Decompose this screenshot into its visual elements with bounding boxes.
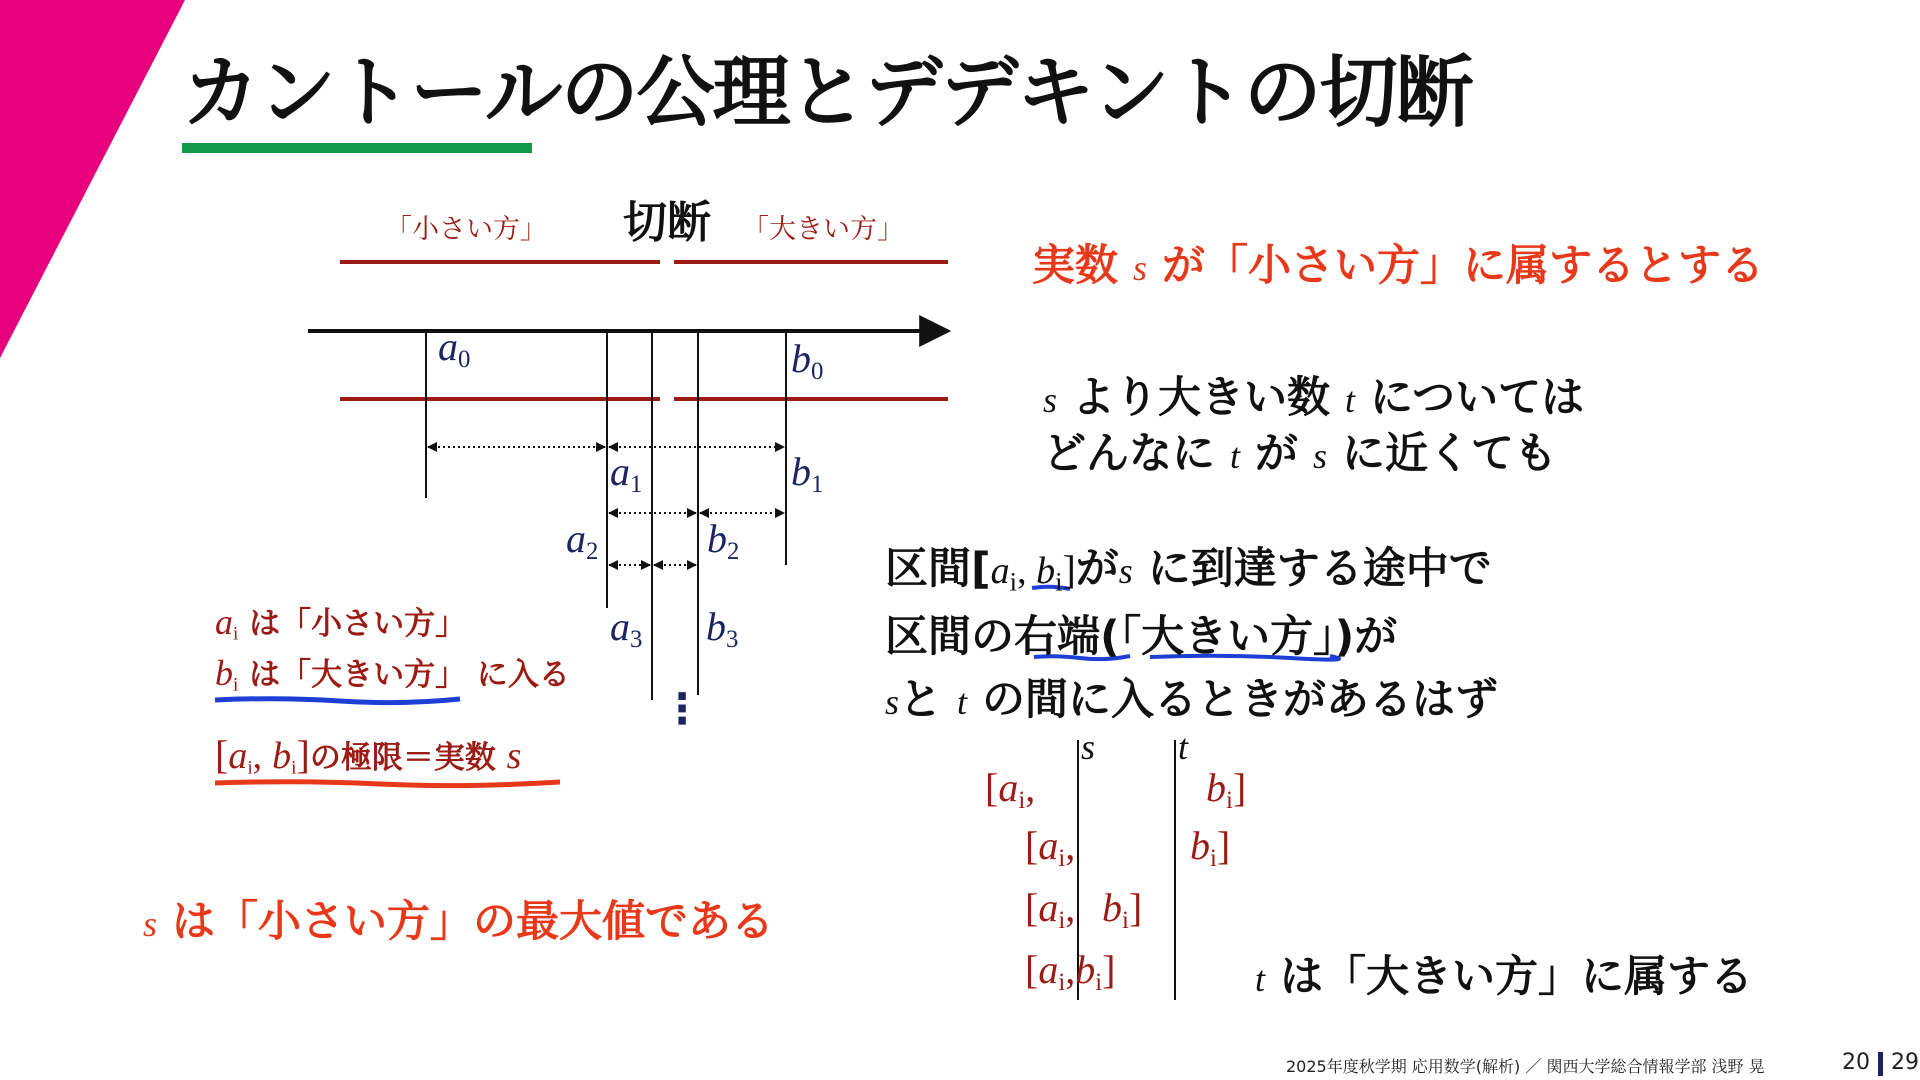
label-a0: $a_0$ (438, 324, 471, 373)
underline-limit-note (215, 782, 560, 786)
page-total: 29 (1891, 1050, 1919, 1075)
interval-row-3: [$a_i$, (1025, 885, 1076, 934)
slide-title: カントールの公理とデデキントの切断 (182, 48, 1472, 138)
assumption: 実数 s が「小さい方」に属するとする (1032, 241, 1764, 291)
continuation-dots: ⋮ (661, 684, 703, 733)
statement-line3: 区間[$a_i$, $b_i$]がs に到達する途中で (885, 544, 1492, 597)
label-a1: $a_1$ (610, 449, 643, 498)
statement-line5: sと t の間に入るときがあるはず (885, 675, 1498, 725)
label-b2: $b_2$ (707, 516, 740, 565)
label-b0: $b_0$ (791, 336, 824, 385)
large-side-label: 「大きい方」 (742, 214, 904, 245)
label-b3: $b_3$ (706, 604, 739, 653)
interval-row-1-end: $b_i$] (1206, 765, 1247, 814)
page-separator (1878, 1052, 1883, 1076)
footer-course-info: 2025年度秋学期 応用数学(解析) ／ 関西大学総合情報学部 浅野 晃 (1286, 1057, 1765, 1076)
interval-t-label: t (1178, 727, 1189, 767)
interval-row-3-end: $b_i$] (1102, 885, 1143, 934)
t-large-side-statement: t は「大きい方」に属する (1255, 952, 1753, 1002)
conclusion-max: s は「小さい方」の最大値である (143, 897, 774, 947)
interval-row-1: [$a_i$, (985, 765, 1036, 814)
note-ai: $a_i$ は「小さい方」 (215, 602, 467, 645)
small-side-label: 「小さい方」 (385, 214, 547, 245)
statement-line4: 区間の右端(「大きい方」)が (885, 612, 1398, 662)
note-bi: $b_i$ は「大きい方」 に入る (215, 653, 570, 696)
interval-row-4: $[a_i,b_i]$ (1025, 947, 1116, 996)
cut-label: 切断 (623, 197, 711, 248)
label-a3: $a_3$ (610, 604, 643, 653)
underline-bi-note (215, 699, 460, 703)
note-limit: [$a_i$, $b_i$]の極限＝実数 s (215, 732, 522, 779)
label-a2: $a_2$ (566, 516, 599, 565)
interval-row-2-end: $b_i$] (1190, 823, 1231, 872)
label-b1: $b_1$ (791, 449, 824, 498)
interval-s-label: s (1081, 727, 1096, 767)
statement-line1: s より大きい数 t については (1043, 373, 1585, 423)
page-number: 20 (1842, 1050, 1870, 1075)
interval-row-2: [$a_i$, (1025, 823, 1076, 872)
statement-line2: どんなに t が s に近くても (1043, 429, 1557, 479)
